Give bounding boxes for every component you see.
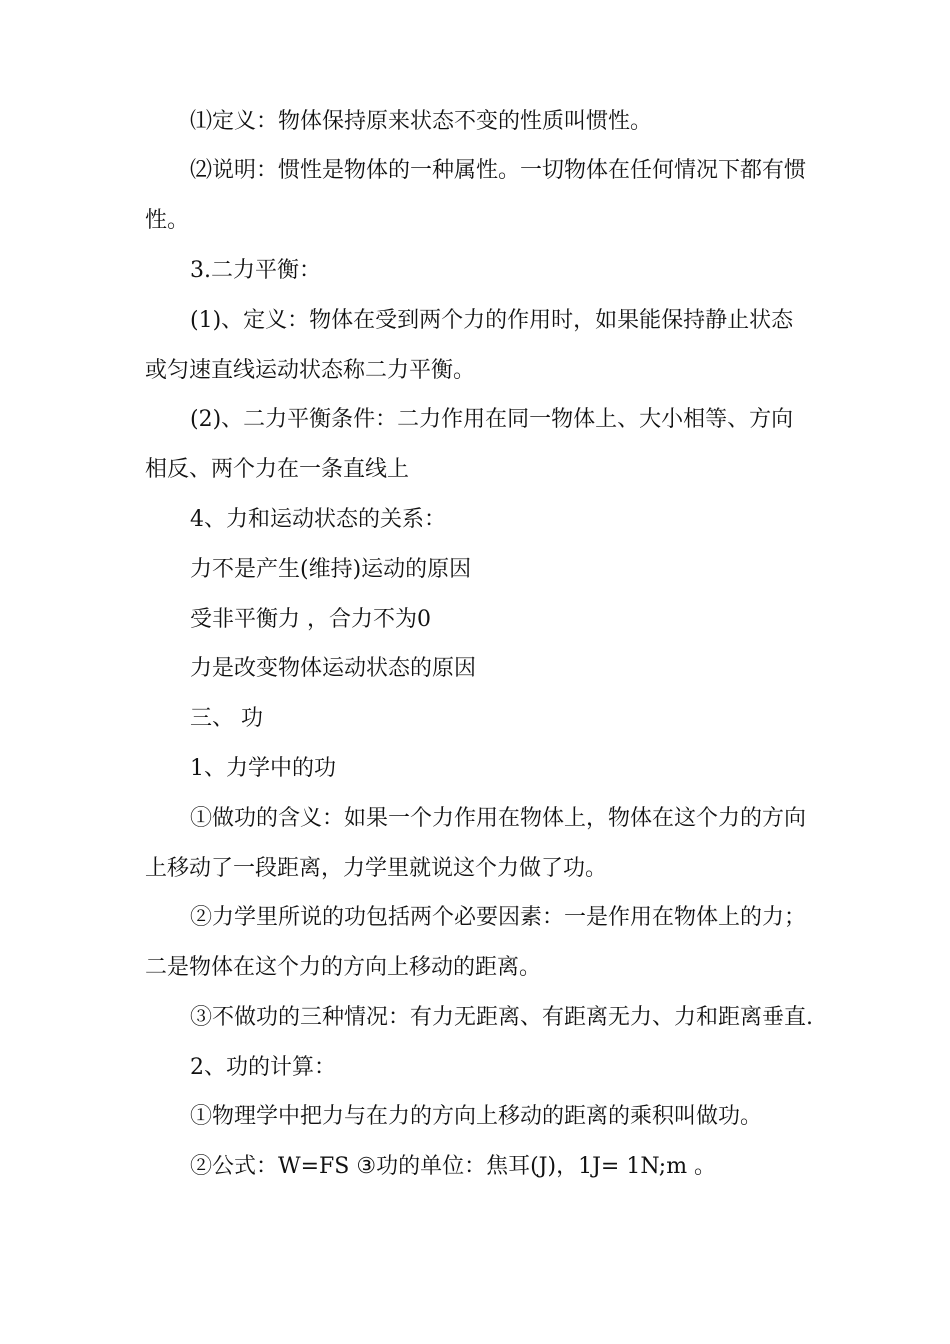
section-heading-balance: 3.二力平衡： bbox=[190, 258, 321, 283]
balance-definition: (1)、定义：物体在受到两个力的作用时，如果能保持静止状态 bbox=[190, 308, 794, 333]
balance-conditions: (2)、二力平衡条件：二力作用在同一物体上、大小相等、方向 bbox=[190, 407, 794, 432]
chapter-heading-work: 三、 功 bbox=[190, 706, 263, 731]
work-calc-definition: ①物理学中把力与在力的方向上移动的距离的乘积叫做功。 bbox=[190, 1104, 763, 1129]
section-heading-work-calc: 2、功的计算： bbox=[190, 1055, 336, 1080]
force-motion-point-1: 力不是产生(维持)运动的原因 bbox=[190, 557, 472, 582]
work-factors-cont: 二是物体在这个力的方向上移动的距离。 bbox=[145, 955, 542, 980]
work-factors: ②力学里所说的功包括两个必要因素：一是作用在物体上的力； bbox=[190, 905, 807, 930]
force-motion-point-2: 受非平衡力 ，合力不为0 bbox=[190, 607, 431, 632]
section-heading-force-motion: 4、力和运动状态的关系： bbox=[190, 507, 446, 532]
inertia-explanation-cont: 性。 bbox=[145, 208, 190, 233]
inertia-explanation: ⑵说明：惯性是物体的一种属性。一切物体在任何情况下都有惯 bbox=[190, 158, 807, 183]
work-formula-unit: ②公式：W=FS ③功的单位：焦耳(J)，1J= 1N;m 。 bbox=[190, 1154, 717, 1179]
no-work-cases: ③不做功的三种情况：有力无距离、有距离无力、力和距离垂直. bbox=[190, 1005, 813, 1030]
force-motion-point-3: 力是改变物体运动状态的原因 bbox=[190, 656, 477, 681]
work-meaning-cont: 上移动了一段距离，力学里就说这个力做了功。 bbox=[145, 856, 608, 881]
balance-conditions-cont: 相反、两个力在一条直线上 bbox=[145, 457, 410, 482]
section-heading-mechanical-work: 1、力学中的功 bbox=[190, 756, 336, 781]
inertia-definition: ⑴定义：物体保持原来状态不变的性质叫惯性。 bbox=[190, 109, 653, 134]
balance-definition-cont: 或匀速直线运动状态称二力平衡。 bbox=[145, 358, 476, 383]
work-meaning: ①做功的含义：如果一个力作用在物体上，物体在这个力的方向 bbox=[190, 806, 807, 831]
